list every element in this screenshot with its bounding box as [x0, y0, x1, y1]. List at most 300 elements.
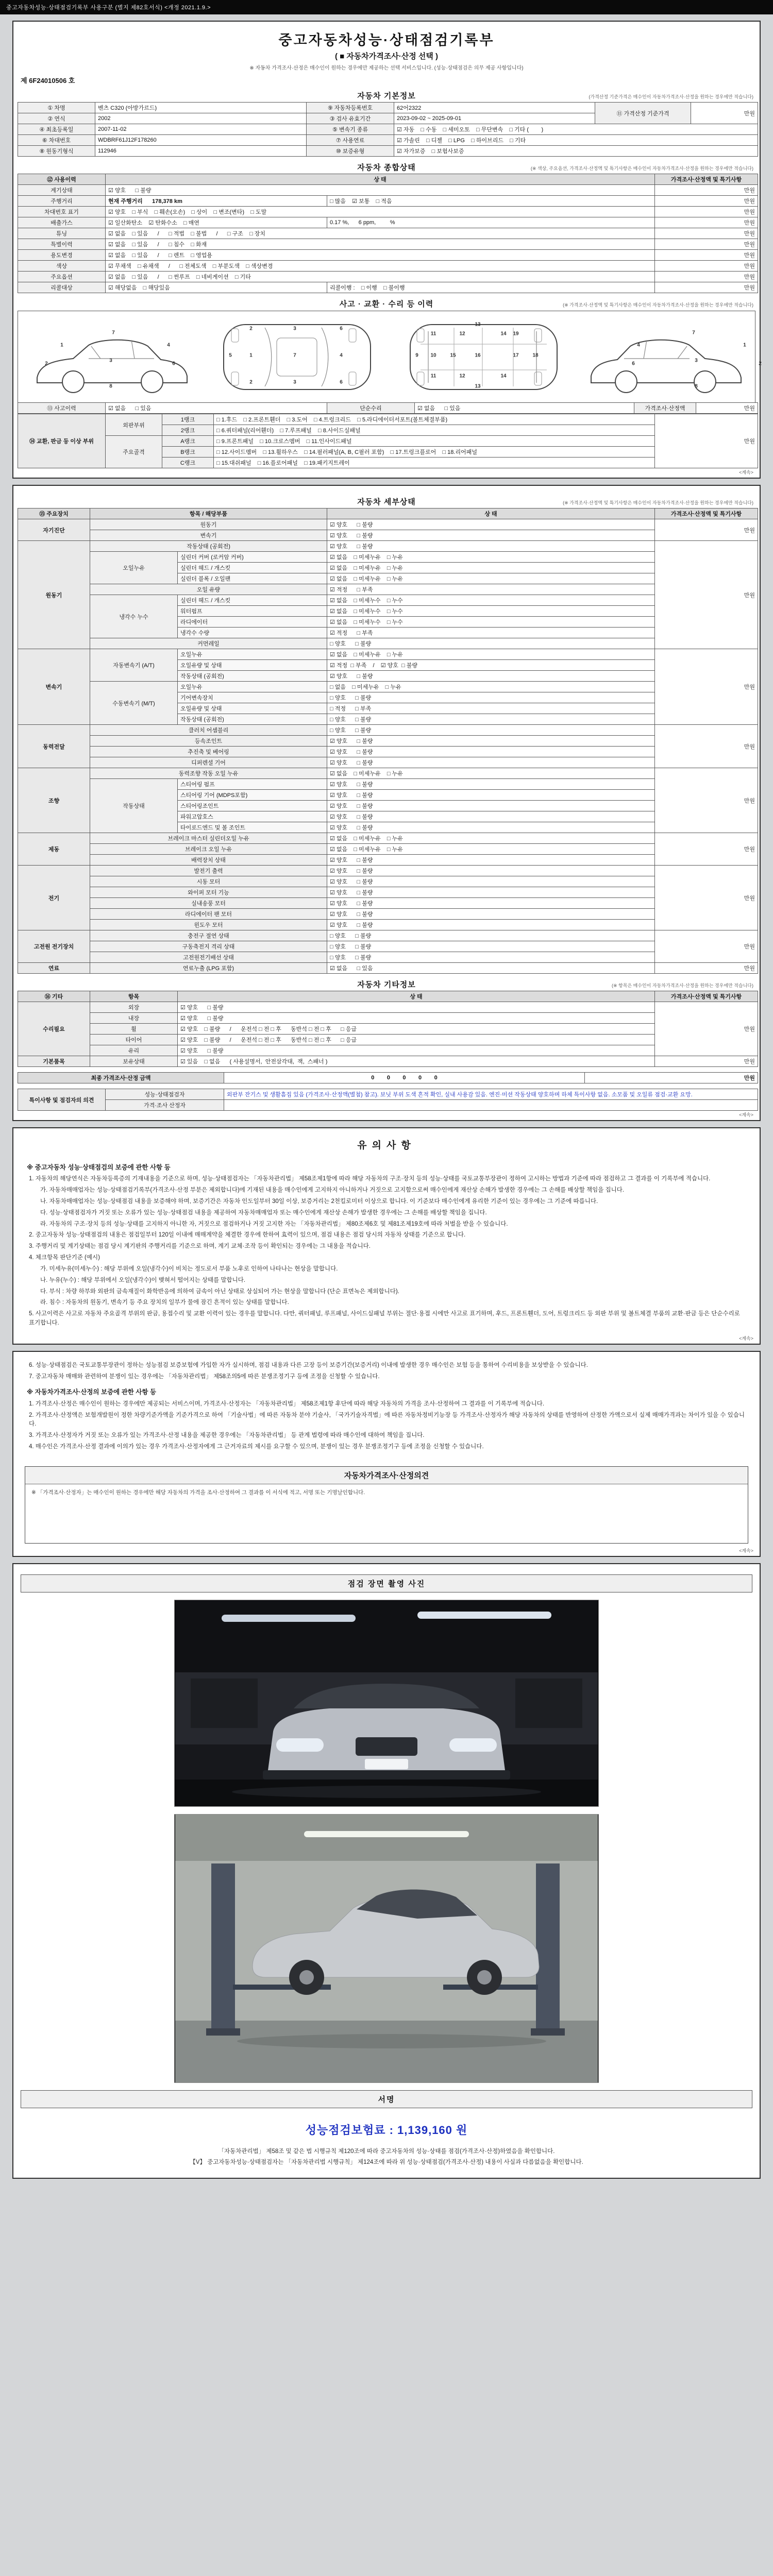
- table-cell: ☑ 양호 □ 부식 □ 훼손(오손) □ 상이 □ 변조(변타) □ 도말: [106, 207, 655, 217]
- table-cell: 실린더 헤드 / 개스킷: [178, 595, 327, 606]
- vehicle-damage-diagram: [18, 311, 762, 402]
- table-cell: 만원: [655, 725, 758, 768]
- notice-line: 가. 자동차매매업자는 성능·상태점검기록부(가격조사·산정 부분은 제외합니다)에 기재된 내용을 매수인에게 고지하지 아니하거나 거짓으로 고지함으로써 매수인에게 재산상 손해가 발생한 경우에는 그 손해를 배상할 책임을 집니다.: [40, 1187, 625, 1194]
- table-cell: 자동변속기 (A/T): [90, 649, 178, 682]
- section-header-detail: [18, 496, 755, 506]
- diagram-part-number: 8: [109, 383, 112, 389]
- table-cell: 계기상태: [18, 185, 106, 196]
- inspector-opinion-table: [18, 1089, 758, 1111]
- table-cell: ☑ 없음 □ 있음: [415, 403, 634, 414]
- table-cell: □ 15.대쉬패널 □ 16.플로어패널 □ 19.패키지트레이: [214, 457, 655, 468]
- diagram-part-number: 1: [60, 342, 63, 348]
- table-cell: ☑ 양호 □ 불량: [327, 747, 655, 757]
- table-cell: 만원: [655, 272, 758, 282]
- table-cell: 최종 가격조사·산정 금액: [18, 1073, 224, 1083]
- table-cell: ☑ 양호 □ 불량: [178, 1013, 655, 1024]
- table-cell: 오일유량 및 상태: [178, 703, 327, 714]
- table-cell: ☑ 양호 □ 불량: [327, 866, 655, 876]
- table-cell: ☑ 없음 □ 미세누유 □ 누유: [327, 844, 655, 855]
- table-cell: 기본품목: [18, 1056, 90, 1067]
- table-cell: 클러치 어셈블리: [90, 725, 327, 736]
- table-cell: 주요옵션: [18, 272, 106, 282]
- table-cell: 성능·상태점검자: [106, 1089, 224, 1100]
- notice-line: 라. 침수 : 자동차의 원동기, 변속기 등 주요 장치의 일부가 물에 잠긴 흔적이 있는 상태를 말합니다.: [40, 1299, 289, 1306]
- table-cell: 2023-09-02 ~ 2025-09-01: [394, 113, 595, 124]
- table-cell: 외판부 잔기스 및 생활흠집 있음 (가격조사·산정액(별첨) 참고). 보닛 부위 도색 흔적 확인, 실내 사용감 있음. 엔진·미션 작동상태 양호하며 하체 특이사항 없음. 소모품 및 오일류 점검·교환 요망.: [224, 1089, 758, 1100]
- table-cell: 자기진단: [18, 519, 90, 541]
- table-cell: 튜닝: [18, 228, 106, 239]
- diagram-part-number: 15: [450, 352, 456, 359]
- table-cell: 변속기: [18, 649, 90, 725]
- table-cell: 라디에이터 팬 모터: [90, 909, 327, 920]
- final-price-table: [18, 1072, 758, 1083]
- table-cell: 와이퍼 모터 기능: [90, 887, 327, 898]
- table-cell: 고전원 전기장치: [18, 930, 90, 963]
- table-cell: ☑ 없음 □ 미세누수 □ 누수: [327, 595, 655, 606]
- table-cell: ☑ 없음 □ 미세누유 □ 누유: [327, 649, 655, 660]
- table-cell: □ 양호 □ 불량: [327, 714, 655, 725]
- table-cell: 만원: [655, 1056, 758, 1067]
- table-cell: ☑ 무채색 □ 유채색 / □ 전체도색 □ 부분도색 □ 색상변경: [106, 261, 655, 272]
- table-cell: ③ 검사 유효기간: [307, 113, 394, 124]
- form-code-strip: 중고자동차성능·상태점검기록부 사용구분 (별지 제82호서식) <개정 2021.1.9.>: [0, 0, 773, 14]
- table-cell: ☑ 없음 □ 있음 / □ 썬루프 □ 네비게이션 □ 기타: [106, 272, 655, 282]
- diagram-part-number: 6: [340, 326, 343, 332]
- table-cell: 만원: [655, 239, 758, 250]
- diagram-part-number: 12: [459, 331, 465, 337]
- diagram-part-number: 3: [293, 379, 296, 385]
- table-cell: ☑ 양호 □ 불량: [327, 530, 655, 541]
- table-cell: ☑ 양호 □ 불량: [327, 909, 655, 920]
- table-cell: 연료누출 (LPG 포함): [90, 963, 327, 974]
- diagram-part-number: 13: [475, 383, 481, 389]
- table-cell: 가격조사·산정액: [634, 403, 696, 414]
- table-cell: 브레이크 오일 누유: [90, 844, 327, 855]
- column-header: 항목: [90, 991, 178, 1002]
- table-cell: □ 양호 □ 불량: [327, 941, 655, 952]
- notice-line: 4. 체크항목 판단기준 (예시): [29, 1255, 100, 1261]
- table-cell: ⑭ 교환, 판금 등 이상 부위: [18, 414, 106, 468]
- diagram-part-number: 3: [695, 358, 698, 364]
- table-cell: 주요골격: [106, 436, 162, 468]
- table-cell: ⑤ 변속기 종류: [307, 124, 394, 135]
- table-cell: ☑ 양호 □ 불량: [327, 541, 655, 552]
- legal-footer-line-2: 【V】 중고자동차성능·상태점검자는 「자동차관리법 시행규칙」 제124조에 따라 위 성능·상태점검(가격조사·산정) 내용이 사실과 다름없음을 확인합니다.: [190, 2159, 583, 2165]
- table-cell: ☑ 양호 □ 불량: [327, 898, 655, 909]
- overall-condition-table: [18, 174, 758, 293]
- table-cell: ☑ 없음 □ 있음 / □ 적법 □ 불법 / □ 구조 □ 장치: [106, 228, 655, 239]
- table-cell: ☑ 양호 □ 불량: [327, 887, 655, 898]
- table-cell: 타이로드엔드 및 볼 조인트: [178, 822, 327, 833]
- column-header: 상 태: [106, 174, 655, 185]
- table-cell: 단순수리: [327, 403, 415, 414]
- table-cell: □ 양호 □ 불량: [327, 930, 655, 941]
- table-cell: 만원: [655, 930, 758, 963]
- diagram-part-number: 3: [109, 358, 112, 364]
- table-cell: 커먼레일: [90, 638, 327, 649]
- table-cell: 냉각수 수량: [178, 628, 327, 638]
- table-cell: ☑ 양호 □ 불량: [327, 790, 655, 801]
- notice-line: 5. 사고이력은 사고로 자동차 주요골격 부위의 판금, 용접수리 및 교환 이력이 있는 경우를 말합니다. 다만, 쿼터패널, 루프패널, 사이드실패널 부위는 절단·용접 시에만 사고로 표기하며, 후드, 프론트휀더, 도어, 트렁크리드 등 외판 부위 및 볼트체결 부품의 교환·판금 등은 단순수리로 표기합니다.: [29, 1311, 740, 1326]
- section-note-overall: (※ 색상, 주요옵션, 가격조사·산정액 및 특기사항은 매수인이 자동차가격조사·산정을 원하는 경우에만 적습니다): [530, 166, 753, 171]
- price-opinion-note: ※ 「가격조사·산정자」는 매수인이 원하는 경우에만 해당 자동차의 가격을 조사·산정하여 그 결과를 이 서식에 적고, 서명 또는 기명날인합니다.: [31, 1489, 365, 1496]
- table-cell: 2002: [95, 113, 307, 124]
- table-cell: ☑ 양호 □ 불량: [327, 920, 655, 930]
- table-cell: ☑ 일산화탄소 ☑ 탄화수소 □ 매연: [106, 217, 327, 228]
- legal-footer-line-1: 「자동차관리법」 제58조 및 같은 법 시행규칙 제120조에 따라 중고자동차의 성능·상태를 점검(가격조사·산정)하였음을 확인합니다.: [218, 2148, 555, 2155]
- table-cell: ☑ 해당없음 □ 해당있음: [106, 282, 327, 293]
- table-cell: 만원: [655, 1002, 758, 1056]
- table-cell: 동력조향 작동 오일 누유: [90, 768, 327, 779]
- detail-condition-table: [18, 508, 758, 974]
- diagram-part-number: 14: [500, 331, 507, 337]
- table-cell: 내장: [90, 1013, 178, 1024]
- diagram-part-number: 16: [475, 352, 481, 359]
- table-cell: □ 1.후드 □ 2.프론트휀더 □ 3.도어 □ 4.트렁크리드 □ 5.라디에이터서포트(볼트체결부품): [214, 414, 655, 425]
- table-cell: ☑ 양호 □ 불량: [327, 822, 655, 833]
- table-cell: 조향: [18, 768, 90, 833]
- table-cell: 용도변경: [18, 250, 106, 261]
- photos-section-title: 점검 장면 촬영 사진: [21, 1574, 752, 1592]
- table-cell: ☑ 양호 □ 불량 / 운전석 □ 전 □ 후 동반석 □ 전 □ 후 □ 응급: [178, 1035, 655, 1045]
- section-header-overall: [18, 162, 755, 172]
- table-cell: 가격·조사 산정자: [106, 1100, 224, 1111]
- table-cell: 특이사항 및 점검자의 의견: [18, 1089, 106, 1111]
- notice-line: ※ 중고자동차 성능·상태점검의 보증에 관한 사항 등: [27, 1164, 171, 1171]
- table-cell: 만원: [691, 103, 758, 124]
- diagram-part-number: 10: [430, 352, 436, 359]
- table-cell: 연료: [18, 963, 90, 974]
- diagram-part-number: 13: [475, 321, 481, 328]
- table-cell: 윈도우 모터: [90, 920, 327, 930]
- notice-line: ※ 자동차가격조사·산정의 보증에 관한 사항 등: [27, 1388, 157, 1396]
- signature-section-title: 서명: [21, 2090, 752, 2108]
- table-cell: 실내송풍 모터: [90, 898, 327, 909]
- table-cell: □ 9.프론트패널 □ 10.크로스멤버 □ 11.인사이드패널: [214, 436, 655, 447]
- section-note-basic: (가격산정 기준가격은 매수인이 자동차가격조사·산정을 원하는 경우에만 적습니다): [589, 94, 753, 99]
- section-title-basic: 자동차 기본정보: [357, 92, 416, 100]
- section-header-accident: [18, 298, 755, 309]
- diagram-part-number: 12: [459, 373, 465, 379]
- table-cell: ④ 최초등록일: [18, 124, 95, 135]
- table-cell: 만원: [655, 768, 758, 833]
- etc-info-table: [18, 991, 758, 1067]
- document-subtitle: ( ■ 자동차가격조사·산정 선택 ): [334, 52, 439, 61]
- table-cell: ⑥ 차대번호: [18, 135, 95, 146]
- table-cell: 만원: [655, 963, 758, 974]
- table-cell: 원동기: [18, 541, 90, 649]
- diagram-part-number: 4: [340, 352, 343, 359]
- notice-line: 1. 자동차의 해당연식은 자동차등록증의 기재내용을 기준으로 하며, 성능·상태점검자는 「자동차관리법」 제58조제1항에 따라 해당 자동차의 구조·장치 등의 성능·상태를 국토교통부장관이 정하여 고시하는 방법과 기준에 따라 점검하고 그 결과를 이 기록부에 적습니다.: [29, 1176, 711, 1182]
- notice-line: 6. 성능·상태점검은 국토교통부장관이 정하는 성능점검 보증보험에 가입한 자가 실시하며, 점검 내용과 다른 고장 등이 보증기간(보증거리) 이내에 발생한 경우 매수인은 보험 등을 통하여 수리비용을 보상받을 수 있습니다.: [29, 1362, 588, 1368]
- column-header: 상 태: [327, 509, 655, 519]
- table-cell: 실린더 블록 / 오일팬: [178, 573, 327, 584]
- table-cell: 스티어링 펌프: [178, 779, 327, 790]
- table-cell: 원동기: [90, 519, 327, 530]
- table-cell: □ 양호 □ 불량: [327, 692, 655, 703]
- diagram-part-number: 5: [229, 352, 232, 359]
- table-cell: 주행거리: [18, 196, 106, 207]
- table-cell: 디퍼렌셜 기어: [90, 757, 327, 768]
- section-title-detail: 자동차 세부상태: [357, 498, 416, 506]
- table-cell: 만원: [655, 185, 758, 196]
- table-cell: 오일누유: [178, 682, 327, 692]
- table-cell: ☑ 양호 □ 불량: [327, 736, 655, 747]
- table-cell: ☑ 없음 □ 미세누유 □ 누유: [327, 768, 655, 779]
- table-cell: 0.17 %, 6 ppm, %: [327, 217, 655, 228]
- table-cell: ☑ 양호 □ 불량: [327, 671, 655, 682]
- table-cell: 작동상태 (공회전): [90, 541, 327, 552]
- column-header: 상 태: [178, 991, 655, 1002]
- table-cell: □ 양호 □ 불량: [327, 952, 655, 963]
- page-1: [12, 21, 761, 479]
- car-side-right-diagram: [584, 313, 754, 401]
- table-cell: 브레이크 마스터 실린더오일 누유: [90, 833, 327, 844]
- diagram-part-number: 2: [45, 361, 48, 367]
- page-3: [12, 1127, 761, 1345]
- table-cell: ☑ 양호 □ 불량: [327, 801, 655, 811]
- notice-line: 3. 주행거리 및 계기상태는 점검 당시 계기판의 주행거리를 기준으로 하며, 계기 교체·조작 등이 확인되는 경우에는 그 내용을 적습니다.: [29, 1243, 371, 1250]
- table-cell: ① 차명: [18, 103, 95, 113]
- notice-line: 3. 가격조사·산정자가 거짓 또는 오류가 있는 가격조사·산정 내용을 제공한 경우에는 「자동차관리법」 등 관계 법령에 따라 매수인에 대하여 책임을 집니다.: [29, 1432, 425, 1439]
- section-title-etc: 자동차 기타정보: [357, 980, 416, 989]
- table-cell: 동력전달: [18, 725, 90, 768]
- car-underbody-diagram: [397, 313, 567, 401]
- table-cell: 만원: [655, 282, 758, 293]
- inspection-insurance-fee: 성능점검보험료 : 1,139,160 원: [305, 2123, 468, 2137]
- diagram-part-number: 4: [167, 342, 170, 348]
- section-note-etc: (※ 항목은 매수인이 자동차가격조사·산정을 원하는 경우에만 적습니다): [612, 983, 753, 988]
- table-cell: ☑ 양호 □ 불량: [178, 1002, 655, 1013]
- table-cell: □ 6.쿼터패널(리어휀더) □ 7.루프패널 □ 8.사이드실패널: [214, 425, 655, 436]
- inspection-photo-2: [174, 1814, 599, 2083]
- table-cell: ☑ 적정 □ 부족: [327, 584, 655, 595]
- column-header: 가격조사·산정액 및 특기사항: [655, 991, 758, 1002]
- table-cell: 만원: [655, 196, 758, 207]
- table-cell: 유리: [90, 1045, 178, 1056]
- table-cell: 냉각수 누수: [90, 595, 178, 638]
- diagram-part-number: 1: [743, 342, 746, 348]
- table-cell: 배출가스: [18, 217, 106, 228]
- table-cell: □ 적정 □ 부족: [327, 703, 655, 714]
- diagram-part-number: 19: [513, 331, 519, 337]
- table-cell: 외판부위: [106, 414, 162, 436]
- table-cell: 외장: [90, 1002, 178, 1013]
- table-cell: 전기: [18, 866, 90, 930]
- table-cell: ☑ 양호 □ 불량: [327, 757, 655, 768]
- table-cell: ☑ 양호 □ 불량: [106, 185, 655, 196]
- notice-line: 4. 매수인은 가격조사·산정 결과에 이의가 있는 경우 가격조사·산정자에게 그 근거자료의 제시를 요구할 수 있으며, 분쟁이 있는 경우 분쟁조정기구 등에 조정을 신청할 수 있습니다.: [29, 1444, 484, 1450]
- section-header-etc: [18, 979, 755, 989]
- notice-line: 나. 자동차매매업자는 성능·상태점검 내용을 보증해야 하며, 보증기간은 자동차 인도일부터 30일 이상, 보증거리는 2천킬로미터 이상으로 합니다. 이 기준보다 매수인에게 유리한 기준이 있는 경우에는 그 기준에 따릅니다.: [40, 1198, 598, 1205]
- diagram-part-number: 7: [293, 352, 296, 359]
- diagram-part-number: 9: [415, 352, 418, 359]
- diagram-part-number: 1: [249, 352, 253, 359]
- table-cell: 라디에이터: [178, 617, 327, 628]
- table-cell: ☑ 없음 □ 미세누유 □ 누유: [327, 573, 655, 584]
- table-cell: 발전기 출력: [90, 866, 327, 876]
- table-cell: 타이어: [90, 1035, 178, 1045]
- table-cell: 현재 주행거리 178,378 km: [106, 196, 327, 207]
- document-title: 중고자동차성능·상태점검기록부: [278, 32, 495, 48]
- table-cell: 2랭크: [162, 425, 214, 436]
- table-cell: 제동: [18, 833, 90, 866]
- table-cell: ☑ 없음 □ 있음 / □ 렌트 □ 영업용: [106, 250, 655, 261]
- table-cell: 작동상태 (공회전): [178, 671, 327, 682]
- document-number: 제 6F24010506 호: [21, 77, 75, 84]
- price-opinion-title: 자동차가격조사·산정의견: [25, 1467, 748, 1484]
- accident-history-table: [18, 402, 758, 414]
- column-header: ⑮ 주요장치: [18, 509, 90, 519]
- notice-line: 2. 중고자동차 성능·상태점검의 내용은 점검일부터 120일 이내에 매매계약을 체결한 경우에 한하여 효력이 있으며, 점검 내용은 점검 당시의 자동차 상태를 기준으로 합니다.: [29, 1232, 466, 1239]
- notice-line: 2. 가격조사·산정액은 보험개발원이 정한 차량기준가액을 기준가격으로 하여 「기술사법」에 따른 자동차 분야 기술사, 「국가기술자격법」에 따른 자동차정비기능장 등 가격조사·산정자가 해당 자동차의 상태를 반영하여 산정한 가액으로서 실제 매매가격과는 차이가 있을 수 있습니다.: [29, 1412, 745, 1428]
- notice-line: 7. 중고자동차 매매와 관련하여 분쟁이 있는 경우에는 「자동차관리법」 제58조의5에 따른 분쟁조정기구 등에 조정을 신청할 수 있습니다.: [29, 1373, 380, 1380]
- table-cell: 작동상태: [90, 779, 178, 833]
- diagram-part-number: 6: [172, 361, 175, 367]
- table-cell: 작동상태 (공회전): [178, 714, 327, 725]
- table-cell: 수리필요: [18, 1002, 90, 1056]
- diagram-part-number: 3: [293, 326, 296, 332]
- table-cell: 만원: [655, 866, 758, 930]
- diagram-part-number: 2: [249, 326, 253, 332]
- table-cell: 차대번호 표기: [18, 207, 106, 217]
- table-cell: 0 0 0 0 0: [224, 1073, 585, 1083]
- table-cell: 만원: [696, 403, 758, 414]
- table-cell: 만원: [655, 519, 758, 541]
- table-cell: 오일유량 및 상태: [178, 660, 327, 671]
- section-title-overall: 자동차 종합상태: [357, 163, 416, 172]
- table-cell: ☑ 양호 □ 불량: [327, 779, 655, 790]
- table-cell: 색상: [18, 261, 106, 272]
- notice-line: 다. 성능·상태점검자가 거짓 또는 오류가 있는 성능·상태점검 내용을 제공하여 자동차매매업자 또는 매수인에게 재산상 손해가 발생한 경우에는 그 손해를 배상할 책임을 집니다.: [40, 1209, 487, 1216]
- table-cell: 벤츠 C320 (아방가르드): [95, 103, 307, 113]
- table-cell: B랭크: [162, 447, 214, 457]
- table-cell: ☑ 양호 □ 불량: [327, 876, 655, 887]
- table-cell: 특별이력: [18, 239, 106, 250]
- table-cell: ☑ 없음 □ 미세누수 □ 누수: [327, 606, 655, 617]
- page-2: [12, 485, 761, 1121]
- notice-line: 나. 누유(누수) : 해당 부위에서 오일(냉각수)이 맺혀서 떨어지는 상태를 말합니다.: [40, 1277, 246, 1283]
- table-cell: A랭크: [162, 436, 214, 447]
- garage-front-photo: [175, 1600, 598, 1806]
- table-cell: 충전구 절연 상태: [90, 930, 327, 941]
- table-cell: ☑ 없음 □ 있음: [327, 963, 655, 974]
- table-cell: □ 12.사이드멤버 □ 13.휠하우스 □ 14.필러패널(A, B, C필러 포함) □ 17.트렁크플로어 □ 18.리어패널: [214, 447, 655, 457]
- continuation-mark: <계속>: [739, 1335, 753, 1341]
- table-cell: ☑ 양호 □ 불량: [178, 1045, 655, 1056]
- table-cell: ☑ 없음 □ 미세누수 □ 누수: [327, 617, 655, 628]
- table-cell: 만원: [655, 228, 758, 239]
- notice-title: 유의사항: [357, 1140, 416, 1151]
- table-cell: ⑪ 가격산정 기준가격: [595, 103, 691, 124]
- table-cell: 만원: [655, 261, 758, 272]
- table-cell: 리콜이행 : □ 이행 □ 불이행: [327, 282, 655, 293]
- table-cell: 실린더 커버 (로커암 커버): [178, 552, 327, 563]
- table-cell: ☑ 없음 □ 있음 / □ 침수 □ 화재: [106, 239, 655, 250]
- table-cell: 변속기: [90, 530, 327, 541]
- diagram-part-number: 4: [637, 342, 640, 348]
- diagram-part-number: 6: [340, 379, 343, 385]
- table-cell: □ 양호 □ 불량: [327, 725, 655, 736]
- table-cell: □ 많음 ☑ 보통 □ 적음: [327, 196, 655, 207]
- table-cell: □ 양호 □ 불량: [327, 638, 655, 649]
- table-cell: 리콜대상: [18, 282, 106, 293]
- table-cell: 스티어링조인트: [178, 801, 327, 811]
- diagram-part-number: 6: [632, 361, 635, 367]
- diagram-part-number: 2: [249, 379, 253, 385]
- continuation-mark: <계속>: [739, 470, 753, 475]
- table-cell: 만원: [655, 649, 758, 725]
- table-cell: 오일누유: [178, 649, 327, 660]
- table-cell: ⑧ 원동기형식: [18, 146, 95, 157]
- table-cell: 수동변속기 (M/T): [90, 682, 178, 725]
- table-cell: 2007-11-02: [95, 124, 307, 135]
- table-cell: 스티어링 기어 (MDPS포함): [178, 790, 327, 801]
- table-cell: 배력장치 상태: [90, 855, 327, 866]
- table-cell: 기어변속장치: [178, 692, 327, 703]
- table-cell: ⑬ 사고이력: [18, 403, 106, 414]
- table-cell: ⑩ 보증유형: [307, 146, 394, 157]
- table-cell: C랭크: [162, 457, 214, 468]
- table-cell: 1랭크: [162, 414, 214, 425]
- table-cell: 워터펌프: [178, 606, 327, 617]
- table-cell: ☑ 적정 □ 부족 / ☑ 양호 □ 불량: [327, 660, 655, 671]
- table-cell: ☑ 없음 □ 있음: [106, 403, 327, 414]
- notice-block-2: [18, 1357, 755, 1458]
- table-cell: 실린더 헤드 / 개스킷: [178, 563, 327, 573]
- table-cell: ☑ 있음 □ 없음 ( 사용설명서, 안전삼각대, 잭, 스패너 ): [178, 1056, 655, 1067]
- table-cell: ② 연식: [18, 113, 95, 124]
- garage-lift-photo: [175, 1815, 598, 2082]
- table-cell: ☑ 없음 □ 미세누유 □ 누유: [327, 833, 655, 844]
- price-opinion-box: [25, 1466, 748, 1544]
- section-note-accident: (※ 가격조사·산정액 및 특기사항은 매수인이 자동차가격조사·산정을 원하는 경우에만 적습니다): [563, 302, 753, 308]
- table-cell: 만원: [655, 833, 758, 866]
- table-cell: □ 없음 □ 미세누유 □ 누유: [327, 682, 655, 692]
- table-cell: 추진축 및 베어링: [90, 747, 327, 757]
- diagram-part-number: 11: [430, 331, 436, 337]
- diagram-part-number: 8: [695, 383, 698, 389]
- table-cell: ☑ 자가보증 □ 보험사보증: [394, 146, 758, 157]
- diagram-part-number: 14: [500, 373, 507, 379]
- table-cell: WDBRF61J12F178260: [95, 135, 307, 146]
- notice-line: 가. 미세누유(미세누수) : 해당 부위에 오일(냉각수)이 비치는 정도로서 부품 노후로 인하여 나타나는 현상을 말합니다.: [40, 1265, 338, 1272]
- table-cell: 오일누유: [90, 552, 178, 584]
- notice-line: 라. 자동차의 구조·장치 등의 성능·상태를 고지하지 아니한 자, 거짓으로 점검하거나 거짓 고지한 자는 「자동차관리법」 제80조제6호 및 제81조제19호에 따라 처벌을 받을 수 있습니다.: [40, 1221, 508, 1227]
- continuation-mark: <계속>: [739, 1548, 753, 1553]
- table-cell: ☑ 적정 □ 부족: [327, 628, 655, 638]
- section-note-detail: (※ 가격조사·산정액 및 특기사항은 매수인이 자동차가격조사·산정을 원하는 경우에만 적습니다): [563, 500, 753, 505]
- table-cell: 만원: [585, 1073, 758, 1083]
- table-cell: ☑ 자동 □ 수동 □ 세미오토 □ 무단변속 □ 기타 ( ): [394, 124, 758, 135]
- table-cell: 등속조인트: [90, 736, 327, 747]
- table-cell: ☑ 양호 □ 불량: [327, 519, 655, 530]
- table-cell: 112946: [95, 146, 307, 157]
- table-cell: ☑ 양호 □ 불량: [327, 855, 655, 866]
- table-cell: 보유상태: [90, 1056, 178, 1067]
- column-header: ⑫ 사용이력: [18, 174, 106, 185]
- table-cell: 휠: [90, 1024, 178, 1035]
- notice-block-1: [18, 1155, 755, 1334]
- page-5: [12, 1563, 761, 2179]
- table-cell: 만원: [655, 541, 758, 649]
- page-4: [12, 1351, 761, 1557]
- table-cell: ☑ 없음 □ 미세누유 □ 누유: [327, 563, 655, 573]
- column-header: 가격조사·산정액 및 특기사항: [655, 174, 758, 185]
- document-note: ※ 자동차 가격조사·산정은 매수인이 원하는 경우에만 제공하는 선택 서비스입니다. (성능·상태점검은 의무 제공 사항입니다): [249, 65, 524, 71]
- diagram-part-number: 7: [112, 330, 115, 336]
- table-cell: ☑ 양호 □ 불량: [327, 811, 655, 822]
